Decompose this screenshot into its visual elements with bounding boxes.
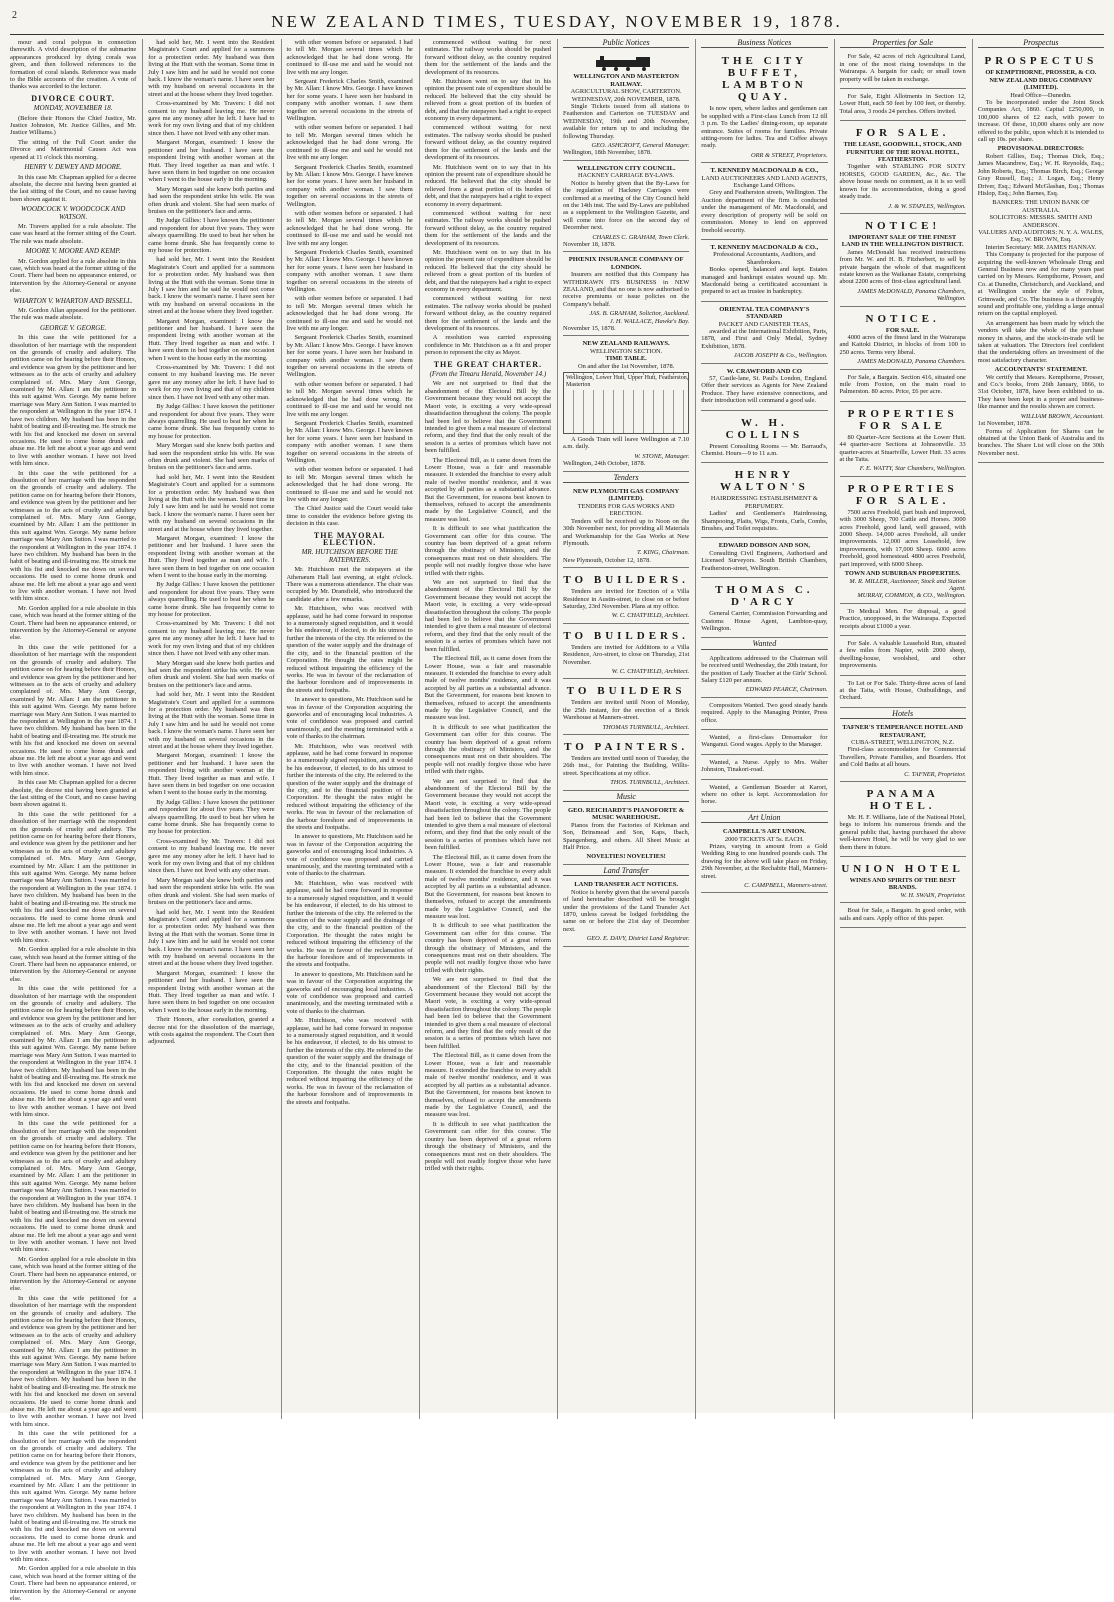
ad-title: TO PAINTERS.	[564, 741, 689, 753]
advertisement	[701, 653, 827, 698]
ad-signature: J. H. WALLACE, Hawke's Bay.	[609, 317, 690, 325]
ad-signature: THOMAS TURNBULL, Architect.	[602, 723, 690, 731]
article-text: The Electoral Bill, as it came down from the Lower House, was a fair and reasonable measure. It extended the franchise to every adult male of twelve months' residence, and it was accepted by all parties as a substantial advance. But the Government, for reasons best known to themselves, refused to accept the amendments made by the Legislative Council, and the measure was lost.	[424, 1052, 551, 1119]
article-text: Mr. Hutchison went on to say that in his opinion the present rate of expenditure should be reduced. He believed that the city should be relieved from a great portion of its burden of debt, and that the ratepayers had a right to expect economy in every department.	[424, 163, 551, 208]
column-4	[419, 39, 551, 1419]
advertisement	[840, 309, 966, 370]
ad-body: Boat for Sale, a Bargain. In good order, with sails and oars. Apply office of this paper.	[839, 907, 966, 922]
ad-signature: W. C. CHATFIELD, Architect.	[611, 667, 690, 675]
ad-title: THOMAS C. D'ARCY	[715, 584, 814, 609]
ad-signature: MURRAY, COMMON, & CO., Wellington.	[857, 592, 966, 600]
ad-title: FOR SALE.	[855, 127, 950, 140]
article-text: Mr. Hutchison, who was received with applause, said he had come forward in response to a numerously signed requisition, and it would be his endeavour, if elected, to do his utmost to further the interests of the city. He referred to the question of the water supply and the drainage of the city, and to the financial position of the Corporation. He thought the rates might be reduced without impairing the efficiency of the works. He was in favour of the reclamation of the harbour foreshore and of improvements in the streets and footpaths.	[286, 742, 413, 832]
ad-title: LAND TRANSFER ACT NOTICES.	[574, 881, 679, 889]
article-text: Margaret Morgan, examined: I know the petitioner and her husband. I have seen the respondent living with another woman at the Hutt. They lived together as man and wife. I have seen them in bed together on one occasion when I went to the house early in the morning.	[148, 535, 275, 580]
article-text: with other women before or separated. I had to tell Mr. Morgan several times which he acknowledged that he had done wrong. He continued to ill-use me and said he would not live with me any longer.	[286, 380, 413, 418]
ad-body: Insurers are notified that this Company has WITHDRAWN ITS BUSINESS in NEW ZEALAND, and that no one is now authorised to receive premiums or issue policies on the Company's behalf.	[563, 271, 690, 308]
article-text: had sold her, Mr. I went into the Resident Magistrate's Court and applied for a summons for a protection order. My husband was then living at the Hutt with the woman. Some time in July I saw him and he said he would not come back. I know the woman's name. I have seen her with my husband on several occasions in the street and at the house where they lived together.	[148, 256, 275, 316]
ad-title: THE CITY BUFFET, LAMBTON QUAY.	[721, 55, 808, 104]
article-text: In this case Mr. Chapman applied for a decree absolute, the decree nisi having been granted at the last sitting of the Court, and no cause having been shown against it.	[10, 779, 137, 809]
column-8	[972, 39, 1104, 1419]
ad-body: Compositors Wanted. Two good steady hands required. Apply to the Managing Printer, Press office.	[701, 701, 828, 724]
ad-signature: JAMES McDONALD, Panama Chambers, Wellington.	[857, 287, 966, 303]
article-text: By Judge Gillies: I have known the petitioner and respondent for about five years. They were always quarrelling. He used to beat her when he came home drunk. She has frequently come to my house for protection.	[148, 798, 275, 836]
advertisement	[840, 372, 966, 402]
masthead-title: NEW ZEALAND TIMES, TUESDAY, NOVEMBER 19, 1878.	[271, 12, 843, 31]
ad-body: We certify that Messrs. Kempthorne, Prosser, and Co.'s books, from 26th January, 1866, to 31st October, 1878, have been exhibited to us. They have been kept in a proper and business-like manner and the results shown are correct.	[977, 373, 1104, 411]
section-heading: Art Union	[701, 814, 827, 823]
subheadline: MR. HUTCHISON BEFORE THE RATEPAYERS.	[301, 548, 398, 564]
ad-title: PROSPECTUS	[984, 55, 1098, 68]
article-text: It is difficult to see what justification the Government can offer for this course. The country has been deprived of a great reform through the obstinacy of Ministers, and the consequences must rest on their shoulders. The people will not readily forgive those who have trifled with their rights.	[424, 723, 551, 776]
advertisement	[840, 216, 966, 307]
ad-signature: THOS. TURNBULL, Architect.	[610, 779, 690, 787]
ad-title: T. KENNEDY MACDONALD & CO.,	[710, 167, 819, 175]
ad-subtitle: Interim Secretary: MR. JAMES HANNAY.	[985, 243, 1097, 251]
advertisement	[840, 638, 966, 676]
ad-signature: M. R. MILLER, Auctioneer, Stock and Station Agent.	[849, 577, 966, 592]
ad-body: Ladies' and Gentlemen's Hairdressing, Shampooing, Plaits, Wigs, Fronts, Curls, Combs, Brushes, and Toilet requisites.	[701, 510, 828, 533]
ad-signature: ORR & STREET, Proprietors.	[750, 151, 828, 159]
advertisement	[840, 606, 966, 636]
ad-body: A Goods Train will leave Wellington at 7.10 a.m. daily.	[563, 436, 690, 451]
ad-body: For Sale. A valuable Leasehold Run, situated a few miles from Napier, with 2000 sheep, dwelling-house, woolshed, and other improvements.	[839, 639, 966, 670]
article-text: Cross-examined by Mr. Travers: I did not consent to my husband leaving me. He never gave me any money after he left. I have had to work for my own living and that of my children since then. I have not lived with any other man.	[148, 620, 275, 658]
ad-date: Wellington, 24th October, 1878.	[563, 460, 646, 468]
advertisement	[563, 570, 689, 624]
article-text: commenced without waiting for next estimates. The railway works should be pushed forward without delay, as the country required them for the settlement of the lands and the development of its resources.	[424, 39, 551, 76]
ad-title: NOTICE.	[865, 312, 940, 325]
ad-title: TO BUILDERS.	[563, 574, 689, 587]
article-text: Mr. Gordon applied for a rule absolute in this case, which was heard at the former sitting of the Court. There had been no appearance entered, or intervention by the Attorney-General or anyone else.	[10, 1565, 137, 1602]
advertisement	[701, 732, 827, 755]
article-text: had sold her, Mr. I went into the Resident Magistrate's Court and applied for a summons for a protection order. My husband was then living at the Hutt with the woman. Some time in July I saw him and he said he would not come back. I know the woman's name. I have seen her with my husband on several occasions in the street and at the house where they lived together.	[148, 473, 275, 533]
ad-title: HENRY WALTON'S	[719, 469, 809, 494]
ad-subtitle: LAND AUCTIONEERS AND LAND AGENTS, Exchange Land Offices.	[701, 174, 828, 190]
ad-body: 7500 acres Freehold, part bush and improved, with 3000 Sheep, 700 Cattle and Horses. 3000 acres Freehold, good land, well grassed, with 2000 Sheep. 14,000 acres Freehold, all under improvements. 12,000 acres Leasehold, few improvements, with 17,000 Sheep. 6000 acres Freehold, good homestead. 4800 acres Freehold, part improved, with 6000 Sheep.	[839, 508, 966, 568]
ad-note: On and after the 1st November, 1878.	[577, 362, 675, 370]
article-text: (Before their Honors the Chief Justice, Mr. Justice Johnston, Mr. Justice Gillies, and Mr. Justice Williams.)	[10, 114, 137, 137]
article-text: In this case the wife petitioned for a dissolution of her marriage with the respondent on the grounds of cruelty and adultery. The petition came on for hearing before their Honors, and evidence was given by the petitioner and her witnesses as to the acts of cruelty and adultery complained of. Mrs. Mary Ann George, examined by Mr. Allan: I am the petitioner in this suit against Wm. George. My name before marriage was Mary Ann Sutton. I was married to the respondent at Wellington in the year 1874. I have two children. My husband has been in the habit of beating and ill-treating me. He struck me with his fist and knocked me down on several occasions. He used to come home drunk and abuse me. He left me about a year ago and went to live with another woman. I have not lived with him since.	[10, 469, 137, 603]
advertisement	[701, 700, 827, 730]
article-text: In answer to questions, Mr. Hutchison said he was in favour of the Corporation acquiring the gasworks and of encouraging local industries. A vote of confidence was proposed and carried unanimously, and the meeting terminated with a vote of thanks to the chairman.	[286, 696, 413, 741]
ad-title: ORIENTAL TEA COMPANY'S STANDARD	[719, 305, 810, 321]
advertisement	[840, 91, 966, 121]
article-text: had sold her, Mr. I went into the Resident Magistrate's Court and applied for a summons for a protection order. My husband was then living at the Hutt with the woman. Some time in July I saw him and he said he would not come back. I know the woman's name. I have seen her with my husband on several occasions in the street and at the house where they lived together.	[148, 691, 275, 750]
ad-signature: C. CAMPBELL, Manners-street.	[744, 882, 828, 890]
advertisement	[840, 722, 966, 782]
article-text: By Judge Gillies: I have known the petitioner and respondent for about five years. They were always quarrelling. He used to beat her when he came home drunk. She has frequently come to my house for protection.	[148, 403, 275, 440]
ad-signature: GEO. E. DAVY, District Land Registrar.	[586, 935, 690, 943]
advertisement	[701, 465, 827, 538]
ad-body: Wanted, a first-class Dressmaker for Wanganui. Good wages. Apply to the Manager.	[701, 733, 828, 749]
ad-subtitle: Professional Accountants, Auditors, and Sharebrokers.	[713, 251, 816, 266]
advertisement	[563, 486, 689, 568]
ad-body: An arrangement has been made by which the vendors will take the whole of the purchase money in shares, and the stock-in-trade will be taken at valuation. The Directors feel confident that the undertaking offers an investment of the most satisfactory character.	[977, 319, 1104, 364]
ad-body: Notice is hereby given that the By-Laws for the regulation of Hackney Carriages were confirmed at a meeting of the City Council held on the 14th inst. The said By-Laws are published as a supplement to the Wellington Gazette, and will come into force on the second day of December next.	[563, 179, 690, 232]
ad-signature: C. TAFNER, Proprietor.	[904, 770, 966, 778]
ad-subtitle: AGRICULTURAL SHOW, CARTERTON.	[570, 88, 682, 96]
ad-title: UNION HOTEL	[841, 863, 964, 876]
article-text: Margaret Morgan, examined: I know the petitioner and her husband. I have seen the respondent living with another woman at the Hutt. They lived together as man and wife. I have seen them in bed together on one occasion when I went to the house early in the morning.	[148, 969, 275, 1014]
ad-body: Single Tickets issued from all stations to Featherston and Carterton on TUESDAY and WEDNESDAY, 19th and 20th November, available for return up to and including the following Thursday.	[563, 103, 690, 140]
article-text: Mary Morgan said she knew both parties and had seen the respondent strike his wife. He was often drunk and violent. She had seen marks of bruises on the petitioner's face and arms.	[148, 185, 275, 215]
article-text: commenced without waiting for next estimates. The railway works should be pushed forward without delay, as the country required them for the settlement of the lands and the development of its resources.	[424, 295, 551, 333]
advertisement	[840, 123, 966, 214]
advertisement	[840, 678, 966, 708]
ad-body: Robert Gillies, Esq.; Thomas Dick, Esq.; James Macandrew, Esq.; W. H. Reynolds, Esq.; John Roberts, Esq.; Thomas Birch, Esq.; George Gray Russell, Esq.; J. Logan, Esq.; Henry Driver, Esq.; Edward McGlashan, Esq.; Thomas Hislop, Esq.; John Barnes, Esq.	[977, 152, 1104, 197]
article-text: In this case the wife petitioned for a dissolution of her marriage with the respondent on the grounds of cruelty and adultery. The petition came on for hearing before their Honors, and evidence was given by the petitioner and her witnesses as to the acts of cruelty and adultery complained of. Mrs. Mary Ann George, examined by Mr. Allan: I am the petitioner in this suit against Wm. George. My name before marriage was Mary Ann Sutton. I was married to the respondent at Wellington in the year 1874. I have two children. My husband has been in the habit of beating and ill-treating me. He struck me with his fist and knocked me down on several occasions. He used to come home drunk and abuse me. He left me about a year ago and went to live with another woman. I have not lived with him since.	[10, 985, 137, 1119]
ad-title: PHŒNIX INSURANCE COMPANY OF LONDON.	[568, 256, 684, 271]
advertisement	[563, 805, 689, 865]
advertisement	[840, 905, 966, 928]
masthead-rule	[10, 34, 1104, 35]
article-text: Sergeant Frederick Charles Smith, examined by Mr. Allan: I know Mrs. George. I have known her for some years. I have seen her husband in company with another woman. I saw them together on several occasions in the streets of Wellington.	[286, 419, 413, 464]
ad-title: WELLINGTON CITY COUNCIL.	[576, 164, 676, 172]
ad-body: 57, Castle-lane, St. Paul's London, England. Offer their services as Agents for New Zealand Produce. They have extensive connections, and their introduction will command a good sale.	[701, 375, 828, 405]
ad-title: GEO. REICHARDT'S PIANOFORTE & MUSIC WAREHOUSE.	[567, 807, 685, 822]
section-heading: Prospectus	[978, 39, 1104, 48]
ad-body: Books opened, balanced and kept. Estates managed and bankrupt estates wound up. Mr. Macdonald being a certificated accountant is prepared to act as trustee in bankruptcy.	[701, 266, 828, 296]
ad-body: Prizes, varying in amount from a Gold Wedding Ring to one hundred pounds cash. The drawing for the above will take place on Friday, 29th November, at the Rechabite Hall, Manners-street.	[701, 843, 828, 880]
ad-signature: F. E. WATTY, Star Chambers, Wellington.	[859, 465, 966, 473]
timetable-grid	[563, 372, 689, 434]
article-text: with other women before or separated. I had to tell Mr. Morgan several times which he acknowledged that he had done wrong. He continued to ill-use me and said he would not live with me any longer.	[286, 209, 413, 247]
ad-body: Tenders are invited until Noon of Monday, the 25th instant, for the erection of a Brick Warehouse at Manners-street.	[563, 699, 690, 722]
article-text: Sergeant Frederick Charles Smith, examined by Mr. Allan: I know Mrs. George. I have known her for some years. I have seen her husband in company with another woman. I saw them together on several occasions in the streets of Wellington.	[286, 248, 413, 293]
article-text: Mr. Travers applied for a rule absolute. The case was heard at the former sitting of the Court. The rule was made absolute.	[10, 222, 137, 245]
article-text: Their Honors, after consultation, granted a decree nisi for the dissolution of the marriage, with costs against the respondent. The Court then adjourned.	[148, 1016, 275, 1046]
ad-subtitle: OF KEMPTHORNE, PROSSER, & CO. NEW ZEALAND DRUG COMPANY (LIMITED).	[985, 69, 1097, 92]
ad-title: TO BUILDERS	[566, 685, 686, 698]
ad-signature: W. C. CHATFIELD, Architect.	[611, 612, 690, 620]
locomotive-icon	[586, 55, 666, 71]
advertisement	[840, 784, 966, 857]
ad-body: Mr. H. F. Williams, late of the National Hotel, begs to inform his numerous friends and the general public that, having purchased the above well-known Hotel, he will be very glad to see them there in future.	[839, 814, 966, 851]
column-5	[557, 39, 689, 1419]
article-text: Mr. Hutchison, who was received with applause, said he had come forward in response to a numerously signed requisition, and it would be his endeavour, if elected, to do his utmost to further the interests of the city. He referred to the question of the water supply and the drainage of the city, and to the financial position of the Corporation. He thought the rates might be reduced without impairing the efficiency of the works. He was in favour of the reclamation of the harbour foreshore and of improvements in the streets and footpaths.	[286, 1017, 413, 1106]
ad-signature: T. KING, Chairman.	[636, 549, 690, 557]
article-text: Cross-examined by Mr. Travers: I did not consent to my husband leaving me. He never gave me any money after he left. I have had to work for my own living and that of my children since then. I have not lived with any other man.	[148, 100, 275, 137]
advertisement	[701, 782, 827, 812]
ad-body: 4000 acres of the finest land in the Wairarapa and Kaitoki District, in blocks of from 100 to 250 acres. Terms very liberal.	[839, 333, 966, 356]
advertisement	[701, 51, 827, 163]
ad-subtitle: HACKNEY CARRIAGE BY-LAWS.	[577, 172, 675, 180]
ad-signature: W. H. SWAIN, Proprietor.	[900, 891, 966, 899]
article-text: We are not surprised to find that the abandonment of the Electoral Bill by the Government because they would not accept the Maori vote, is exciting a very wide-spread dissatisfaction throughout the colony. The people had been led to believe that the Government intended to give them a real measure of electoral reform, and they find that the only result of the session is a series of promises which have not been fulfilled.	[424, 976, 551, 1050]
article-text: with other women before or separated. I had to tell Mr. Morgan several times which he acknowledged that he had done wrong. He continued to ill-use me and said he would not live with me any longer.	[286, 124, 413, 162]
article-text: The sitting of the Full Court under the Divorce and Matrimonial Causes Act was opened at 11 o'clock this morning.	[10, 138, 137, 161]
article-text: Mr. Hutchison, who was received with applause, said he had come forward in response to a numerously signed requisition, and it would be his endeavour, if elected, to do his utmost to further the interests of the city. He referred to the question of the water supply and the drainage of the city, and to the financial position of the Corporation. He thought the rates might be reduced without impairing the efficiency of the works. He was in favour of the reclamation of the harbour foreshore and of improvements in the streets and footpaths.	[286, 879, 413, 969]
ad-date: WEDNESDAY, 20th NOVEMBER, 1878.	[571, 95, 681, 103]
advertisement	[840, 859, 966, 903]
article-text: Cross-examined by Mr. Travers: I did not consent to my husband leaving me. He never gave me any money after he left. I have had to work for my own living and that of my children since then. I have not lived with any other man.	[148, 364, 275, 401]
ad-date: New Plymouth, October 12, 1878.	[563, 556, 651, 564]
ad-body: General Carrier, Commission Forwarding and Customs House Agent, Lambton-quay, Wellington.	[701, 610, 828, 632]
article-text: We are not surprised to find that the abandonment of the Electoral Bill by the Government because they would not accept the Maori vote, is exciting a very wide-spread dissatisfaction throughout the colony. The people had been led to believe that the Government intended to give them a real measure of electoral reform, and they find that the only result of the session is a series of promises which have not been fulfilled.	[424, 777, 551, 852]
advertisement	[563, 626, 689, 680]
case-heading: WOODCOCK V. WOODCOCK AND WATSON.	[20, 205, 126, 221]
article-text: Mr. Hutchison went on to say that in his opinion the present rate of expenditure should be reduced. He believed that the city should be relieved from a great portion of its burden of debt, and that the ratepayers had a right to expect economy in every department.	[424, 78, 551, 123]
article-text: Margaret Morgan, examined: I know the petitioner and her husband. I have seen the respondent living with another woman at the Hutt. They lived together as man and wife. I have seen them in bed together on one occasion when I went to the house early in the morning.	[148, 752, 275, 797]
ad-subtitle: TENDERS FOR GAS WORKS AND ERECTION.	[577, 502, 675, 518]
advertisement	[563, 681, 689, 735]
advertisement	[840, 479, 966, 604]
ad-subtitle: WELLINGTON SECTION.	[589, 347, 663, 355]
advertisement	[701, 242, 827, 302]
ad-body: Grey and Featherston streets, Wellington. The Auction department of the firm is conducted under the management of Mr. Macdonald, and every description of property will be sold on commission. Money to lend on approved freehold security.	[701, 189, 828, 234]
ad-body: Tenders will be received up to Noon on the 30th November next, for providing all Materials and Workmanship for the Gas Works at New Plymouth.	[563, 517, 690, 547]
ad-body: Pianos from the Factories of Kirkman and Son, Brinsmead and Son, Kaps, Ibach, Spangenberg, and others. All Sheet Music at Half Price.	[563, 821, 690, 852]
ad-subtitle: PROVISIONAL DIRECTORS:	[997, 145, 1085, 153]
ad-body: Tenders are invited until noon of Tuesday, the 26th inst., for Painting the Building, Willis-street. Specifications at my office.	[563, 755, 690, 777]
ad-date: November 15, 1878.	[563, 325, 616, 332]
ad-title: CAMPBELL'S ART UNION.	[722, 828, 806, 836]
article-text: In this case Mr. Chapman applied for a decree absolute, the decree nisi having been granted at the last sitting of the Court, and no cause having been shown against it.	[10, 173, 137, 203]
article-text: It is difficult to see what justification the Government can offer for this course. The country has been deprived of a great reform through the obstinacy of Ministers, and the consequences must rest on their shoulders. The people will not readily forgive those who have trifled with their rights.	[424, 922, 551, 974]
ad-body: To Medical Men. For disposal, a good Practice, unopposed, in the Wairarapa. Expected receipts about £1000 a year.	[839, 607, 966, 630]
article-text: We are not surprised to find that the abandonment of the Electoral Bill by the Government because they would not accept the Maori vote, is exciting a very wide-spread dissatisfaction throughout the colony. The people had been led to believe that the Government intended to give them a real measure of electoral reform, and they find that the only result of the session is a series of promises which have not been fulfilled.	[424, 380, 551, 455]
case-heading: WHARTON V. WHARTON AND BISSELL.	[13, 296, 133, 305]
article-text: Mr. Gordon applied for a rule absolute in this case, which was heard at the former sitting of the Court. There had been no appearance entered, or intervention by the Attorney-General or anyone else.	[10, 1255, 137, 1293]
advertisement	[840, 404, 966, 477]
article-text: In answer to questions, Mr. Hutchison said he was in favour of the Corporation acquiring the gasworks and of encouraging local industries. A vote of confidence was proposed and carried unanimously, and the meeting terminated with a vote of thanks to the chairman.	[286, 970, 413, 1015]
article-text: Sergeant Frederick Charles Smith, examined by Mr. Allan: I know Mrs. George. I have known her for some years. I have seen her husband in company with another woman. I saw them together on several occasions in the streets of Wellington.	[286, 334, 413, 379]
article-text: commenced without waiting for next estimates. The railway works should be pushed forward without delay, as the country required them for the settlement of the lands and the development of its resources.	[424, 124, 551, 162]
section-heading: Business Notices	[701, 39, 827, 48]
article-text: The Electoral Bill, as it came down from the Lower House, was a fair and reasonable measure. It extended the franchise to every adult male of twelve months' residence, and it was accepted by all parties as a substantial advance. But the Government, for reasons best known to themselves, refused to accept the amendments made by the Legislative Council, and the measure was lost.	[424, 655, 551, 722]
ad-subtitle: PACKET AND CANISTER TEAS,	[718, 320, 810, 328]
section-heading: Properties for Sale	[840, 39, 966, 48]
article-text: The Chief Justice said the Court would take time to consider the evidence before giving its decision in this case.	[286, 505, 413, 528]
advertisement	[563, 737, 689, 791]
article-text: It is difficult to see what justification the Government can offer for this course. The country has been deprived of a great reform through the obstinacy of Ministers, and the consequences must rest on their shoulders. The people will not readily forgive those who have trifled with their rights.	[424, 525, 551, 577]
article-text: Mr. Hutchison, who was received with applause, said he had come forward in response to a numerously signed requisition, and it would be his endeavour, if elected, to do his utmost to further the interests of the city. He referred to the question of the water supply and the drainage of the city, and to the financial position of the Corporation. He thought the rates might be reduced without impairing the efficiency of the works. He was in favour of the reclamation of the harbour foreshore and of improvements in the streets and footpaths.	[286, 605, 413, 694]
ad-title: W. CRAWFORD AND CO	[726, 367, 802, 375]
ad-signature: JAMES McDONALD, Panama Chambers.	[857, 358, 966, 366]
ad-body: awarded at the International Exhibition, Paris, 1878, and First and Only Medal, Sydney Exhibition, 1878.	[701, 327, 828, 350]
advertisement	[563, 879, 689, 946]
article-text: Cross-examined by Mr. Travers: I did not consent to my husband leaving me. He never gave me any money after he left. I have had to work for my own living and that of my children since then. I have not lived with any other man.	[148, 837, 275, 875]
ad-date: 1st November, 1878.	[977, 420, 1032, 428]
ad-title: NOTICE!	[865, 219, 941, 232]
article-text: with other women before or separated. I had to tell Mr. Morgan several times which he acknowledged that he had done wrong. He continued to ill-use me and said he would not live with me any longer.	[286, 39, 413, 76]
advertisement	[563, 51, 689, 160]
article-text: with other women before or separated. I had to tell Mr. Morgan several times which he acknowledged that he had done wrong. He continued to ill-use me and said he would not live with me any longer.	[286, 295, 413, 333]
ad-subtitle: THE LEASE, GOODWILL, STOCK, AND FURNITURE OF THE ROYAL HOTEL, FEATHERSTON.	[843, 141, 962, 164]
article-text: Mr. Gordon applied for a rule absolute in this case, which was heard at the former sitting of the Court. There had been no appearance entered, or intervention by the Attorney-General or anyone else.	[10, 604, 137, 642]
ad-body: Is now open, where ladies and gentlemen can be supplied with a First-class Lunch from 12 till 3 p.m. To the Ladies' dining-room, up separate entrance. Suites of rooms for families. Private sitting-room for ladies. Tea and Coffee always ready.	[701, 105, 828, 150]
article-text: Sergeant Frederick Charles Smith, examined by Mr. Allan: I know Mrs. George. I have known her for some years. I have seen her husband in company with another woman. I saw them together on several occasions in the streets of Wellington.	[286, 163, 413, 208]
article-text: had sold her, Mr. I went into the Resident Magistrate's Court and applied for a summons for a protection order. My husband was then living at the Hutt with the woman. Some time in July I saw him and he said he would not come back. I know the woman's name. I have seen her with my husband on several occasions in the street and at the house where they lived together.	[148, 908, 275, 968]
ad-body: Together with STABLING FOR SIXTY HORSES, GOOD GARDEN, &c., &c. The above house needs no comment, as it is so well known for its accommodation, doing a good steady trade.	[839, 163, 966, 201]
column-7	[834, 39, 966, 1419]
ad-title: NEW PLYMOUTH GAS COMPANY (LIMITED).	[572, 488, 680, 503]
article-text: In this case the wife petitioned for a dissolution of her marriage with the respondent on the grounds of cruelty and adultery. The petition came on for hearing before their Honors, and evidence was given by the petitioner and her witnesses as to the acts of cruelty and adultery complained of. Mrs. Mary Ann George, examined by Mr. Allan: I am the petitioner in this suit against Wm. George. My name before marriage was Mary Ann Sutton. I was married to the respondent at Wellington in the year 1874. I have two children. My husband has been in the habit of beating and ill-treating me. He struck me with his fist and knocked me down on several occasions. He used to come home drunk and abuse me. He left me about a year ago and went to live with another woman. I have not lived with him since.	[10, 810, 137, 944]
article-text: Mr. Hutchison met the ratepayers at the Athenæum Hall last evening, at eight o'clock. There was a numerous attendance. The chair was occupied by Mr. Dransfield, who introduced the candidate after a few remarks.	[286, 566, 413, 603]
advertisement	[701, 580, 827, 638]
ad-subtitle: IMPORTANT SALE OF THE FINEST LAND IN THE WELLINGTON DISTRICT.	[841, 233, 964, 249]
article-text: The Electoral Bill, as it came down from the Lower House, was a fair and reasonable measure. It extended the franchise to every adult male of twelve months' residence, and it was accepted by all parties as a substantial advance. But the Government, for reasons best known to themselves, refused to accept the amendments made by the Legislative Council, and the measure was lost.	[424, 456, 551, 523]
case-heading: GEORGE V. GEORGE.	[39, 323, 107, 332]
headline-great-charter: THE GREAT CHARTER.	[433, 359, 543, 369]
ad-body: James McDonald has received instructions from Mr. W. and H. B. Fitzherbert, to sell by private bargain the whole of that magnificent estate known as the Waikanae Estate, comprising about 2200 acres of first-class agricultural land.	[839, 248, 966, 286]
ad-signature: JAS. B. GRAHAM, Solicitor, Auckland.	[589, 310, 690, 318]
ad-signature: GEO. ASHCROFT, General Manager.	[591, 142, 690, 150]
ad-subtitle: ACCOUNTANTS' STATEMENT.	[994, 366, 1088, 374]
article-text: Mr. Gordon applied for a rule absolute in this case, which was heard at the former sitting of the Court. There had been no appearance entered, or intervention by the Attorney-General or anyone else.	[10, 946, 137, 983]
column-1	[10, 39, 137, 1602]
advertisement	[563, 338, 689, 471]
article-text: Mary Morgan said she knew both parties and had seen the respondent strike his wife. He was often drunk and violent. She had seen marks of bruises on the petitioner's face and arms.	[148, 659, 275, 689]
headline-divorce-court: DIVORCE COURT.	[31, 93, 115, 103]
ad-subtitle: BANKERS: THE UNION BANK OF AUSTRALIA.	[992, 199, 1090, 214]
article-text: We are not surprised to find that the abandonment of the Electoral Bill by the Government because they would not accept the Maori vote, is exciting a very wide-spread dissatisfaction throughout the colony. The people had been led to believe that the Government intended to give them a real measure of electoral reform, and they find that the only result of the session is a series of promises which have not been fulfilled.	[424, 579, 551, 653]
ad-title: TAFNER'S TEMPERANCE HOTEL AND RESTAURANT,	[842, 724, 964, 739]
timetable-label: Wellington, Lower Hutt, Upper Hutt, Featherston, Masterton	[566, 375, 689, 389]
advertisement	[701, 540, 827, 578]
ad-subtitle: CUBA-STREET, WELLINGTON, N.Z.	[851, 739, 955, 746]
article-text: It is difficult to see what justification the Government can offer for this course. The country has been deprived of a great reform through the obstinacy of Ministers, and the consequences must rest on their shoulders. The people will not readily forgive those who have trifled with their rights.	[424, 1120, 551, 1173]
ad-date: Wellington, 18th November, 1878.	[563, 149, 652, 157]
advertisement	[701, 413, 827, 464]
ad-title: PROPERTIES FOR SALE.	[847, 482, 958, 507]
advertisement	[701, 304, 827, 364]
column-6	[695, 39, 827, 1419]
article-text: Mary Morgan said she knew both parties and had seen the respondent strike his wife. He was often drunk and violent. She had seen marks of bruises on the petitioner's face and arms.	[148, 876, 275, 907]
ad-signature: EDWARD PEARCE, Chairman.	[745, 686, 828, 694]
ad-title: T. KENNEDY MACDONALD & CO.,	[710, 243, 819, 251]
case-heading: MOORE V. MOORE AND KEMP.	[25, 247, 121, 256]
ad-body: Wanted, a Nurse. Apply to Mrs. Walter Johnston, Tinakori-road.	[701, 758, 828, 774]
article-text: A resolution was carried expressing confidence in Mr. Hutchison as a fit and proper person to represent the city as Mayor.	[424, 334, 551, 357]
advertisement	[563, 254, 689, 336]
article-text: with other women before or separated. I had to tell Mr. Morgan several times which he acknowledged that he had done wrong. He continued to ill-use me and said he would not live with me any longer.	[286, 466, 413, 503]
ad-body: Present Consulting Rooms — Mr. Barraud's, Chemist. Hours—9 to 11 a.m.	[701, 442, 828, 458]
ad-subtitle: 2000 TICKETS AT 5s. EACH.	[724, 835, 804, 843]
article-text: Mr. Gordon applied for a rule absolute in this case, which was heard at the former sitting of the Court. There had been no appearance entered, or intervention by the Attorney-General or anyone else.	[10, 257, 137, 295]
ad-body: Applications addressed to the Chairman will be received until Wednesday, the 20th instant, for the position of Lady Teacher at the Girls' School. Salary £120 per annum.	[701, 654, 828, 684]
ad-title: W. H. COLLINS	[725, 416, 804, 441]
column-2	[142, 39, 274, 1419]
ad-subtitle: FOR SALE.	[885, 326, 920, 334]
article-text: Mr. Hutchison went on to say that in his opinion the present rate of expenditure should be reduced. He believed that the city should be relieved from a great portion of its burden of debt, and that the ratepayers had a right to expect economy in every department.	[424, 248, 551, 293]
ad-subtitle: WINES AND SPIRITS OF THE BEST BRANDS.	[849, 877, 956, 892]
ad-subtitle: NOVELTIES! NOVELTIES!	[586, 853, 666, 861]
ad-signature: WILLIAM BROWN, Accountant.	[1020, 412, 1104, 420]
subheadline: (From the Timaru Herald, November 14.)	[429, 370, 547, 379]
advertisement	[978, 51, 1104, 463]
ad-signature: W. STONE, Manager.	[634, 452, 690, 460]
article-text: In answer to questions, Mr. Hutchison said he was in favour of the Corporation acquiring the gasworks and of encouraging local industries. A vote of confidence was proposed and carried unanimously, and the meeting terminated with a vote of thanks to the chairman.	[286, 833, 413, 878]
ad-body: Forms of Application for Shares can be obtained at the Union Bank of Australia and its branches. The Share List will close on the 30th November next.	[977, 427, 1104, 457]
ad-subtitle: HAIRDRESSING ESTABLISHMENT & PERFUMERY.	[710, 495, 818, 510]
ad-date: November 18, 1878.	[563, 240, 616, 248]
ad-title: TO BUILDERS.	[563, 629, 689, 642]
ad-subtitle: VALUERS AND AUDITORS: N. Y. A. WALES, Esq.; W. BROWN, Esq.	[978, 228, 1104, 244]
columns	[10, 38, 1104, 1602]
article-text: In this case the wife petitioned for a dissolution of her marriage with the respondent on the grounds of cruelty and adultery. The petition came on for hearing before their Honors, and evidence was given by the petitioner and her witnesses as to the acts of cruelty and adultery complained of. Mrs. Mary Ann George, examined by Mr. Allan: I am the petitioner in this suit against Wm. George. My name before marriage was Mary Ann Sutton. I was married to the respondent at Wellington in the year 1874. I have two children. My husband has been in the habit of beating and ill-treating me. He struck me with his fist and knocked me down on several occasions. He used to come home drunk and abuse me. He left me about a year ago and went to live with another woman. I have not lived with him since.	[10, 334, 137, 468]
ad-body: Tenders are invited for Erection of a Villa Residence in Austin-street, to close on or before Saturday, 23rd November. Plans at my office.	[563, 588, 690, 610]
article-text: Margaret Morgan, examined: I know the petitioner and her husband. I have seen the respondent living with another woman at the Hutt. They lived together as man and wife. I have seen them in bed together on one occasion when I went to the house early in the morning.	[148, 139, 275, 184]
article-text: By Judge Gillies: I have known the petitioner and respondent for about five years. They were always quarrelling. He used to beat her when he came home drunk. She has frequently come to my house for protection.	[148, 217, 275, 254]
advertisement	[701, 757, 827, 780]
section-heading: Tenders	[563, 474, 689, 483]
headline-mayoral-election: THE MAYORAL ELECTION.	[313, 530, 386, 547]
ad-signature: JACOB JOSEPH & Co., Wellington.	[733, 352, 828, 360]
ad-body: This Company is projected for the purpose of acquiring the well-known Wholesale Drug and General Business now and for many years past carried on by Messrs. Kempthorne, Prosser, and Co. at Dunedin, Christchurch, and Auckland, and at Wellington under the style of Felton, Grimwade, and Co. The business is a thoroughly sound and profitable one, yielding a large annual return on the capital employed.	[977, 251, 1104, 318]
ad-body: Consulting Civil Engineers, Authorised and Licensed Surveyors. South British Chambers, Featherston-street, Wellington.	[701, 549, 828, 572]
ad-signature: J. & W. STAPLES, Wellington.	[888, 202, 966, 210]
ad-body: To Let or For Sale. Thirty-three acres of land at the Taita, with House, Outbuildings, and Orchard.	[839, 679, 966, 702]
ad-body: Wanted, a Gentleman Boarder at Karori, where no other is kept. Accommodation for horse.	[701, 783, 828, 806]
article-text: In this case the wife petitioned for a dissolution of her marriage with the respondent on the grounds of cruelty and adultery. The petition came on for hearing before their Honors, and evidence was given by the petitioner and her witnesses as to the acts of cruelty and adultery complained of. Mrs. Mary Ann George, examined by Mr. Allan: I am the petitioner in this suit against Wm. George. My name before marriage was Mary Ann Sutton. I was married to the respondent at Wellington in the year 1874. I have two children. My husband has been in the habit of beating and ill-treating me. He struck me with his fist and knocked me down on several occasions. He used to come home drunk and abuse me. He left me about a year ago and went to live with another woman. I have not lived with him since.	[10, 1120, 137, 1254]
article-text: The Electoral Bill, as it came down from the Lower House, was a fair and reasonable measure. It extended the franchise to every adult male of twelve months' residence, and it was accepted by all parties as a substantial advance. But the Government, for reasons best known to themselves, refused to accept the amendments made by the Legislative Council, and the measure was lost.	[424, 853, 551, 920]
section-heading: Music	[563, 793, 689, 802]
advertisement	[701, 826, 827, 893]
article-text: In this case the wife petitioned for a dissolution of her marriage with the respondent on the grounds of cruelty and adultery. The petition came on for hearing before their Honors, and evidence was given by the petitioner and her witnesses as to the acts of cruelty and adultery complained of. Mrs. Mary Ann George, examined by Mr. Allan: I am the petitioner in this suit against Wm. George. My name before marriage was Mary Ann Sutton. I was married to the respondent at Wellington in the year 1874. I have two children. My husband has been in the habit of beating and ill-treating me. He struck me with his fist and knocked me down on several occasions. He used to come home drunk and abuse me. He left me about a year ago and went to live with another woman. I have not lived with him since.	[10, 1430, 137, 1564]
section-heading: Wanted	[701, 640, 827, 649]
ad-body: For Sale, Eight Allotments in Section 12, Lower Hutt, each 50 feet by 100 feet, or thereby. Total area, 3 roods 24 perches. Offers invited.	[839, 93, 966, 115]
advertisement	[701, 165, 827, 240]
article-text: mour and coral polypus in connection therewith. A vivid description of the submarine appearances produced by dying corals was given, and then followed references to the formation of coral islands. Reference was made to the Bible accounts of the creation. A vote of thanks was accorded to the lecturer.	[10, 39, 137, 91]
ad-body: Tenders are invited for Additions to a Villa Residence, Aro-street, to close on Thursday, 21st November.	[563, 643, 690, 666]
ad-subtitle: Head Office—Dunedin.	[1010, 91, 1072, 99]
ad-title: NEW ZEALAND RAILWAYS.	[582, 340, 670, 348]
article-text: Mr. Gordon Allan appeared for the petitioner. The rule was made absolute.	[10, 307, 137, 322]
section-heading: Hotels	[840, 710, 966, 719]
ad-subtitle: SOLICITORS: MESSRS. SMITH AND ANDERSON.	[989, 214, 1093, 229]
ad-body: To be incorporated under the Joint Stock Companies Act, 1860. Capital £250,000, in 100,000 shares of £2 each, with power to increase. Of these, 10,000 shares only are now offered to the public, upon which it is intended to call up 10s. per share.	[977, 99, 1104, 144]
article-text: In this case the wife petitioned for a dissolution of her marriage with the respondent on the grounds of cruelty and adultery. The petition came on for hearing before their Honors, and evidence was given by the petitioner and her witnesses as to the acts of cruelty and adultery complained of. Mrs. Mary Ann George, examined by Mr. Allan: I am the petitioner in this suit against Wm. George. My name before marriage was Mary Ann Sutton. I was married to the respondent at Wellington in the year 1874. I have two children. My husband has been in the habit of beating and ill-treating me. He struck me with his fist and knocked me down on several occasions. He used to come home drunk and abuse me. He left me about a year ago and went to live with another woman. I have not lived with him since.	[10, 1294, 137, 1428]
column-3	[281, 39, 413, 1419]
advertisement	[840, 51, 966, 89]
dateline: MONDAY, NOVEMBER 18.	[33, 104, 113, 113]
page-number: 2	[12, 10, 17, 21]
article-text: Mary Morgan said she knew both parties and had seen the respondent strike his wife. He was often drunk and violent. She had seen marks of bruises on the petitioner's face and arms.	[148, 442, 275, 472]
ad-title: PROPERTIES FOR SALE	[847, 407, 958, 432]
article-text: had sold her, Mr. I went into the Resident Magistrate's Court and applied for a summons for a protection order. My husband was then living at the Hutt with the woman. Some time in July I saw him and he said he would not come back. I know the woman's name. I have seen her with my husband on several occasions in the street and at the house where they lived together.	[148, 39, 275, 98]
ad-body: Notice is hereby given that the several parcels of land hereinafter described will be brought under the provisions of the Land Transfer Act 1870, unless caveat be lodged forbidding the same on or before the 21st day of December next.	[563, 888, 690, 933]
ad-body: For Sale, a Bargain. Section 416, situated one mile from Foxton, on the main road to Palmerston. 80 acres. Price, £6 per acre.	[839, 373, 966, 396]
ad-subtitle: TIME TABLE.	[605, 355, 647, 363]
case-heading: HENRY V. DEWEY AND MOORE.	[24, 163, 122, 172]
ad-title: WELLINGTON AND MASTERTON RAILWAY.	[573, 73, 680, 88]
ad-title: PANAMA HOTEL.	[866, 788, 939, 813]
ad-body: 80 Quarter-Acre Sections at the Lower Hutt. 44 quarter-acre Sections at Johnsonville. 33 quarter-acres at Stuartville, Lower Hutt. 33 acres at the Taita.	[839, 433, 966, 464]
article-text: By Judge Gillies: I have known the petitioner and respondent for about five years. They were always quarrelling. He used to beat her when he came home drunk. She has frequently come to my house for protection.	[148, 581, 275, 619]
advertisement	[563, 163, 689, 252]
article-text: commenced without waiting for next estimates. The railway works should be pushed forward without delay, as the country required them for the settlement of the lands and the development of its resources.	[424, 209, 551, 247]
section-heading: Land Transfer	[563, 867, 689, 876]
article-text: In this case the wife petitioned for a dissolution of her marriage with the respondent on the grounds of cruelty and adultery. The petition came on for hearing before their Honors, and evidence was given by the petitioner and her witnesses as to the acts of cruelty and adultery complained of. Mrs. Mary Ann George, examined by Mr. Allan: I am the petitioner in this suit against Wm. George. My name before marriage was Mary Ann Sutton. I was married to the respondent at Wellington in the year 1874. I have two children. My husband has been in the habit of beating and ill-treating me. He struck me with his fist and knocked me down on several occasions. He used to come home drunk and abuse me. He left me about a year ago and went to live with another woman. I have not lived with him since.	[10, 643, 137, 777]
section-heading: Public Notices	[563, 39, 689, 48]
ad-body: First-class accommodation for Commercial Travellers, Private Families, and Boarders. Hot and Cold Baths at all hours.	[839, 746, 966, 769]
ad-signature: CHARLES C. GRAHAM, Town Clerk.	[592, 233, 690, 241]
article-text: Sergeant Frederick Charles Smith, examined by Mr. Allan: I know Mrs. George. I have known her for some years. I have seen her husband in company with another woman. I saw them together on several occasions in the streets of Wellington.	[286, 78, 413, 123]
article-text: Margaret Morgan, examined: I know the petitioner and her husband. I have seen the respondent living with another woman at the Hutt. They lived together as man and wife. I have seen them in bed together on one occasion when I went to the house early in the morning.	[148, 317, 275, 362]
advertisement	[701, 366, 827, 411]
ad-title: EDWARD DOBSON AND SON,	[718, 542, 810, 550]
ad-body: For Sale, 42 acres of rich Agricultural Land, in one of the most rising townships in the Wairarapa. A bargain for cash; or small town property will be taken in exchange.	[839, 53, 966, 83]
ad-subtitle: TOWN AND SUBURBAN PROPERTIES.	[844, 570, 961, 578]
